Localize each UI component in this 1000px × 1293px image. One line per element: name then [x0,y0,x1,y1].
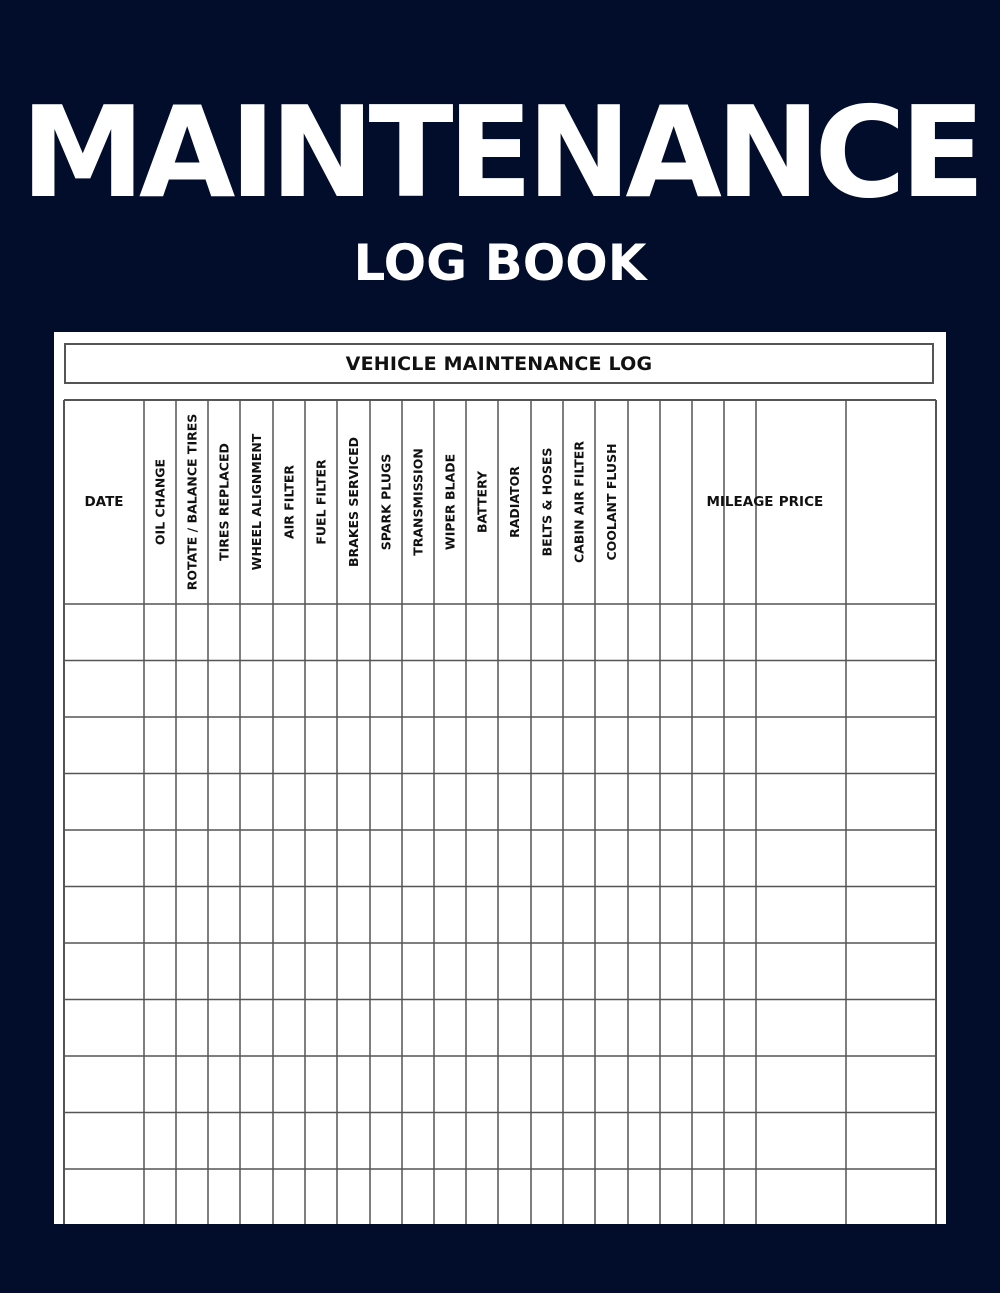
column-header-spark-plugs: SPARK PLUGS [378,453,394,551]
column-header-cabin-air-filter: CABIN AIR FILTER [571,441,587,563]
column-header-battery: BATTERY [474,470,490,534]
column-header-transmission: TRANSMISSION [410,448,426,556]
log-grid [54,332,946,1224]
column-header-mileage: MILEAGE [706,494,774,510]
column-header-date: DATE [84,494,124,510]
column-header-wiper-blade: WIPER BLADE [442,453,458,551]
column-header-fuel-filter: FUEL FILTER [313,459,329,545]
column-header-radiator: RADIATOR [507,466,522,538]
column-header-tires-replaced: TIRES REPLACED [216,443,232,561]
column-header-wheel-alignment: WHEEL ALIGNMENT [249,433,264,571]
column-header-coolant-flush: COOLANT FLUSH [604,443,619,561]
cover-subtitle: LOG BOOK [353,234,647,292]
column-header-rotate-balance-tires: ROTATE / BALANCE TIRES [184,413,200,591]
log-header: VEHICLE MAINTENANCE LOG [64,343,934,384]
cover-title: MAINTENANCE [20,79,980,226]
log-sheet [54,332,946,1224]
column-header-price: PRICE [778,494,824,510]
column-header-air-filter: AIR FILTER [281,464,297,540]
column-header-belts-hoses: BELTS & HOSES [539,447,555,557]
column-header-brakes-serviced: BRAKES SERVICED [346,437,361,567]
column-header-oil-change: OIL CHANGE [152,458,168,546]
